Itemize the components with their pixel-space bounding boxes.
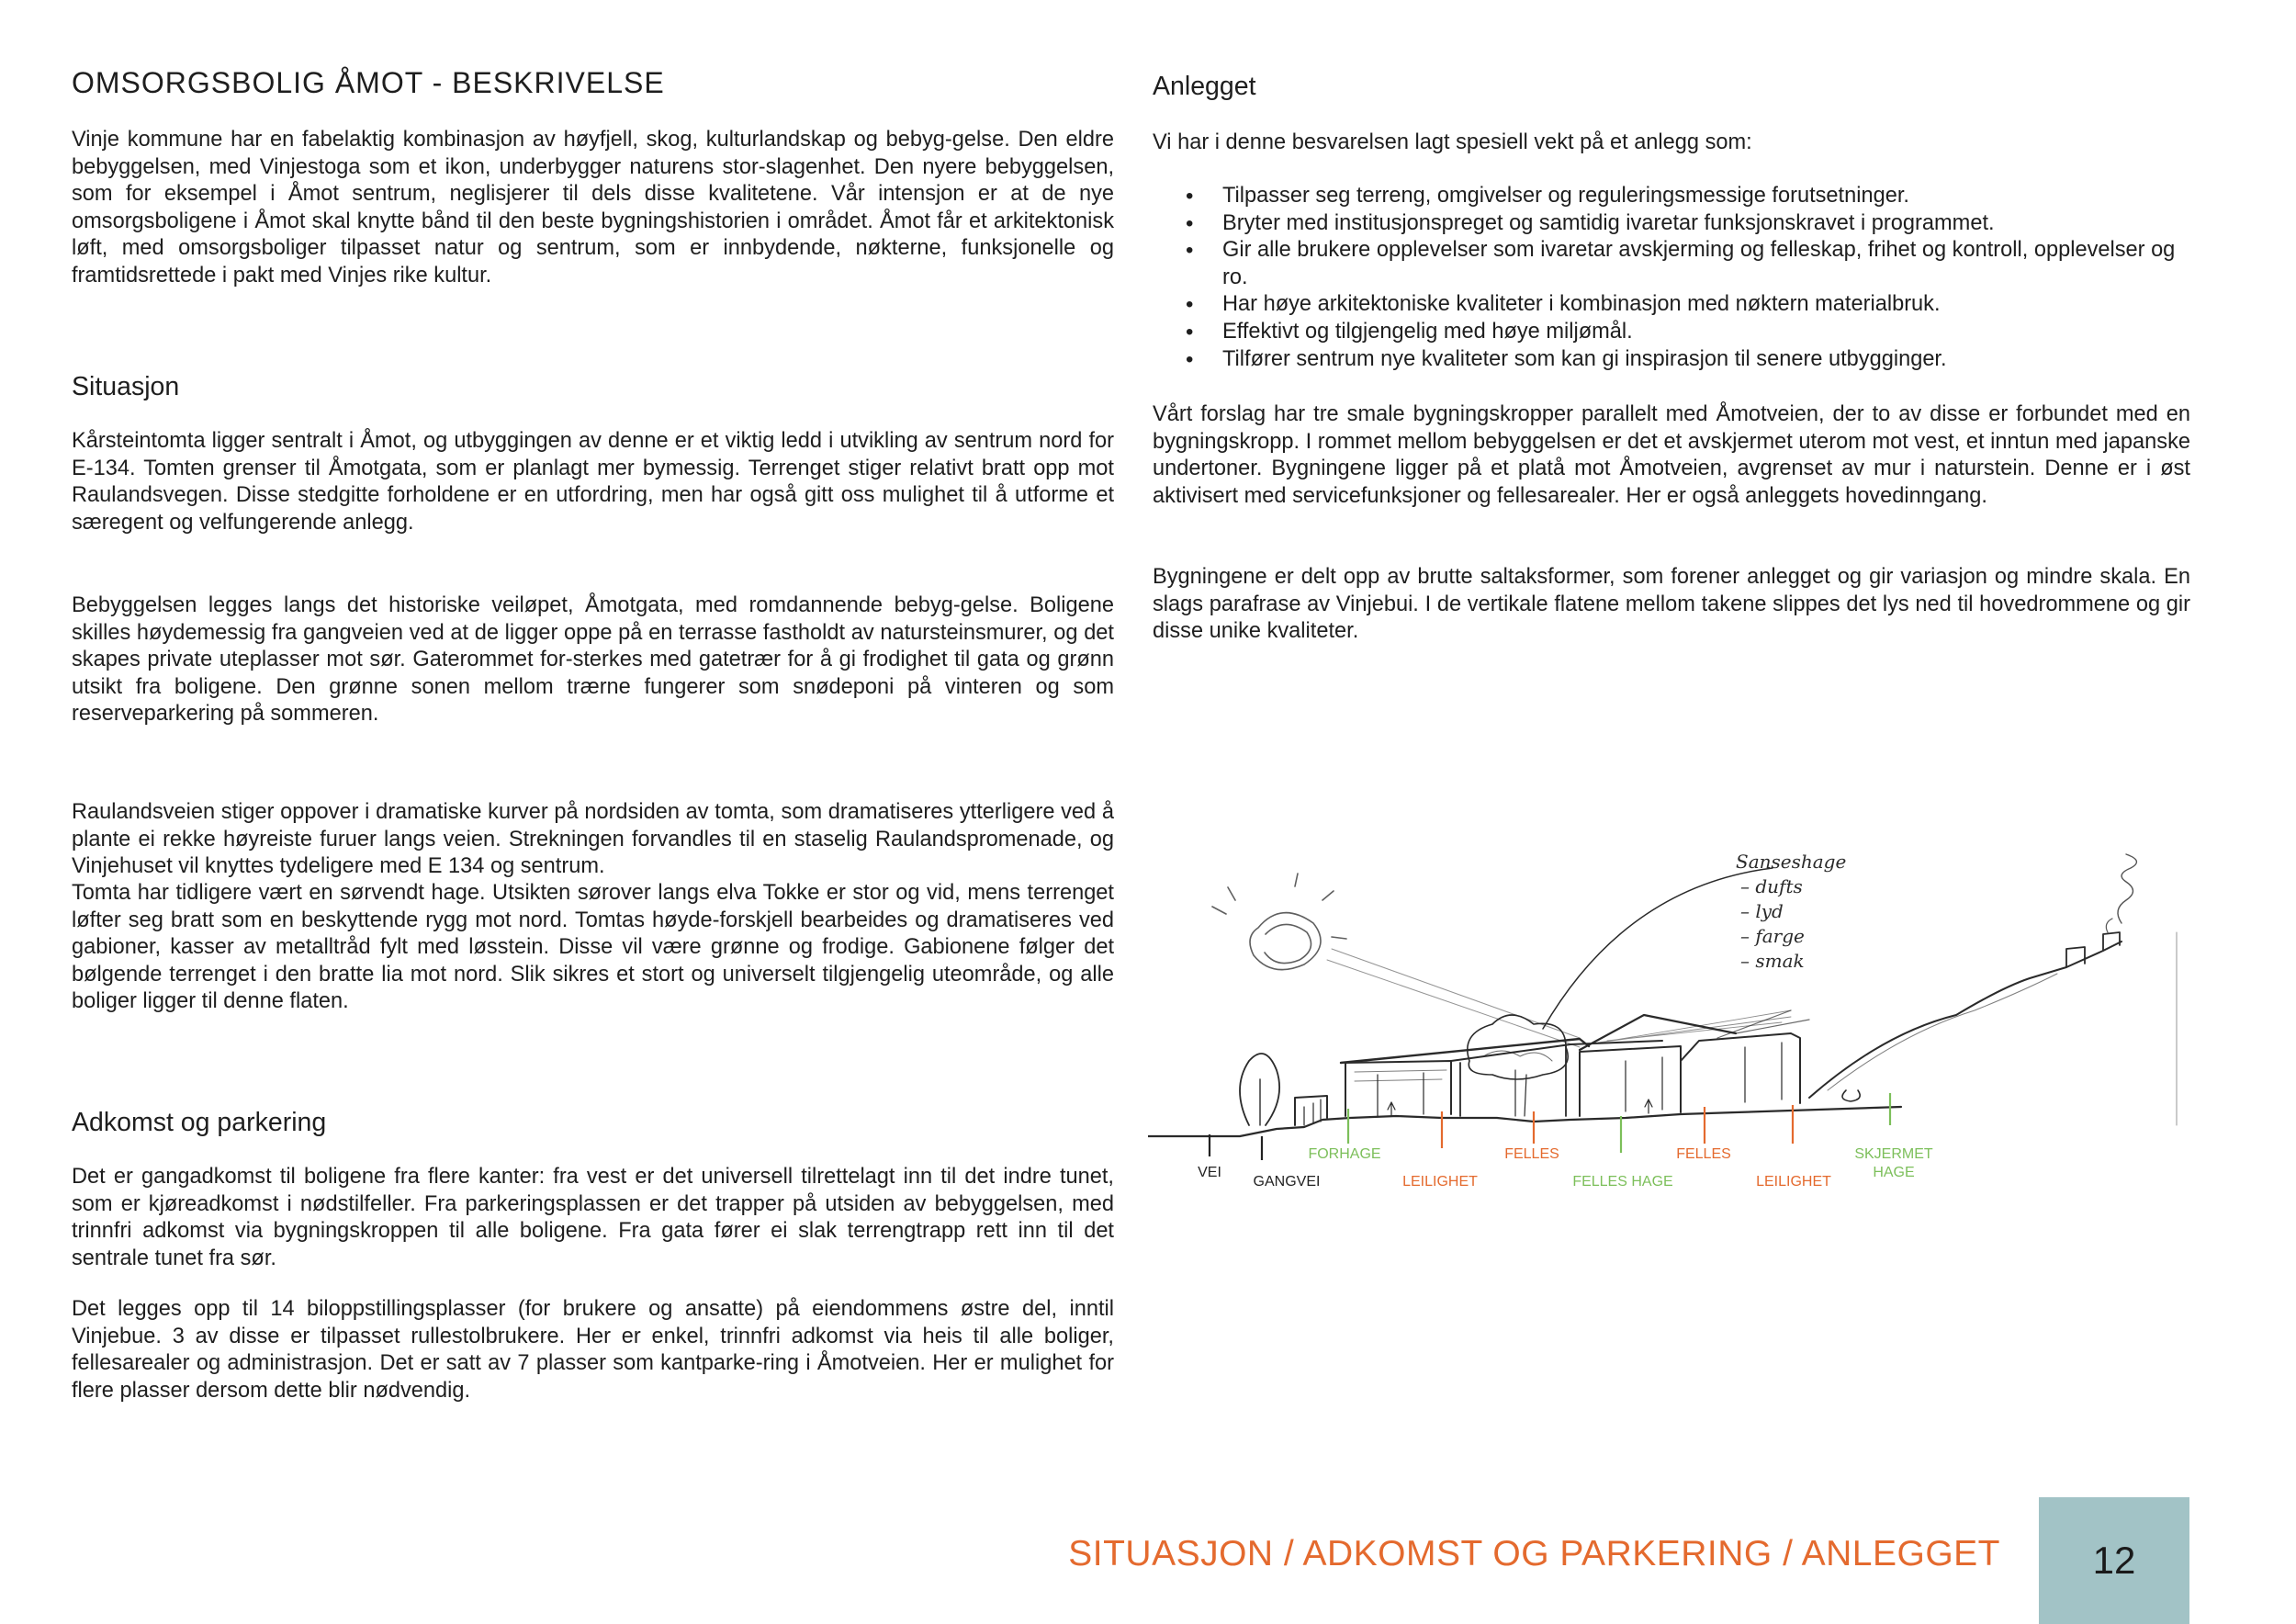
page-number: 12 (2092, 1539, 2136, 1582)
document-title: OMSORGSBOLIG ÅMOT - BESKRIVELSE (72, 66, 665, 99)
zone-label-gangvei: GANGVEI (1253, 1174, 1321, 1190)
anlegget-heading: Anlegget (1153, 72, 1256, 101)
bullet-item: • Effektivt og tilgjengelig med høye miljømål. (1153, 319, 2190, 346)
situasjon-paragraph-3: Raulandsveien stiger oppover i dramatiske kurver på nordsiden av tomta, som dramatiseres ytterligere ved å plante ei rekke høyreiste furuer langs veien. Strekningen forvandles til en staselig Raulandspromenade, og Vinjehuset vil knyttes tydeligere med E 134 og sentrum. (72, 800, 1114, 879)
sketch-note: – farge (1740, 925, 1805, 947)
anlegget-paragraph-1: Vårt forslag har tre smale bygningskropper parallelt med Åmotveien, der to av disse er forbundet med en bygningskropp. I rommet mellom bebyggelsen er det et avskjermet uterom mot vest, et inntun med japanske undertoner. Bygningene ligger på et platå mot Åmotveien, avgrenset av mur i naturstein. Denne er i øst aktivisert med servicefunksjoner og fellesarealer. Her er også anleggets hovedinngang. (1153, 402, 2190, 508)
adkomst-paragraph-2: Det legges opp til 14 biloppstillingsplasser (for brukere og ansatte) på eiendommens østre del, inntil Vinjebue. 3 av disse er tilpasset rullestolbrukere. Her er enkel, trinnfri adkomst via heis til alle boliger, fellesarealer og administrasjon. Det er satt av 7 plasser som kantparke-ring i Åmotveien. Her er mulighet for flere plasser dersom dette blir nødvendig. (72, 1297, 1114, 1403)
zone-label-felles: FELLES (1504, 1146, 1559, 1162)
situasjon-paragraph-2: Bebyggelsen legges langs det historiske veiløpet, Åmotgata, med romdannende bebyg-gelse. Boligene skilles høydemessig fra gangveien ved at de ligger oppe på en terrasse fastholdt av natursteinsmurer, og det skapes private uteplasser mot sør. Gaterommet for-sterkes med gatetrær for å gi frodighet til gata og grønn utsikt fra boligene. Den grønne sonen mellom trærne fungerer som snødeponi på vinteren og som reserveparkering på sommeren. (72, 593, 1114, 727)
section-footer-title: SITUASJON / ADKOMST OG PARKERING / ANLEGGET (1068, 1534, 2000, 1573)
zone-label-hage: HAGE (1873, 1165, 1915, 1180)
sun-sketch-icon (1212, 874, 1346, 970)
zone-label-leilighet: LEILIGHET (1756, 1174, 1831, 1190)
sketch-note: – lyd (1740, 900, 1784, 922)
anlegget-bullet-list (1153, 183, 2190, 373)
intro-paragraph: Vinje kommune har en fabelaktig kombinasjon av høyfjell, skog, kulturlandskap og bebyg-gelse. Den eldre bebyggelsen, med Vinjestoga som et ikon, underbygger naturens stor-slagenhet. Den nyere bebyggelsen, som for eksempel i Åmot sentrum, neglisjerer til dels disse kvalitetene. Vår intensjon er at de nye omsorgsboligene i Åmot skal knytte bånd til den beste bygningshistorien i området. Åmot får et arkitektonisk løft, med omsorgsboliger tilpasset natur og sentrum, som er innbydende, nøkterne, funksjonelle og framtidsrettede i pakt med Vinjes rike kultur. (72, 128, 1114, 288)
page-number-box (2039, 1497, 2189, 1624)
situasjon-paragraph-4: Tomta har tidligere vært en sørvendt hage. Utsikten sørover langs elva Tokke er stor og vid, mens terrenget løfter seg bratt som en beskyttende rygg mot nord. Tomtas høyde-forskjell bearbeides og dramatiseres ved gabioner, kasser av metalltråd fylt med løsstein. Disse vil være grønne og frodige. Gabionene følger det bølgende terrenget i den bratte lia mot nord. Slik sikres et stort og universelt tilgjengelig uteområde, og alle boliger ligger til denne flaten. (72, 881, 1114, 1014)
anlegget-intro: Vi har i denne besvarelsen lagt spesiell vekt på et anlegg som: (1153, 130, 1752, 154)
sketch-note: – dufts (1740, 875, 1803, 897)
situasjon-paragraph-1: Kårsteintomta ligger sentralt i Åmot, og utbyggingen av denne er et viktig ledd i utvikling av sentrum nord for E-134. Tomten grenser til Åmotgata, som er planlagt mer bymessig. Terrenget stiger relativt bratt opp mot Raulandsvegen. Disse stedgitte forholdene er en utfordring, men har også gitt oss mulighet til å utforme et særegent og velfungerende anlegg. (72, 429, 1114, 535)
zone-label-forhage: FORHAGE (1308, 1146, 1381, 1162)
zone-label-skjermet: SKJERMET (1854, 1146, 1933, 1162)
zone-label-vei: VEI (1198, 1165, 1221, 1180)
sketch-note: Sanseshage (1736, 851, 1847, 873)
situasjon-heading: Situasjon (72, 372, 180, 401)
section-sketch (1148, 850, 2195, 1217)
bullet-item: • Har høye arkitektoniske kvaliteter i kombinasjon med nøktern materialbruk. (1153, 291, 2190, 319)
bullet-item: • Tilfører sentrum nye kvaliteter som kan gi inspirasjon til senere utbygginger. (1153, 346, 2190, 374)
adkomst-paragraph-1: Det er gangadkomst til boligene fra flere kanter: fra vest er det universell tilrettelagt inn til det indre tunet, som er kjøreadkomst i nødstilfeller. Fra parkeringsplassen er det trapper på utsiden av bebyggelsen, med trinnfri adkomst via bygningskroppen til alle boligene. Fra gata fører ei slak terrengtrapp rett inn til det sentrale tunet fra sør. (72, 1165, 1114, 1270)
bullet-item: • Gir alle brukere opplevelser som ivaretar avskjerming og felleskap, frihet og kontroll, opplevelser og ro. (1153, 237, 2190, 291)
adkomst-heading: Adkomst og parkering (72, 1108, 327, 1137)
bullet-item: • Bryter med institusjonspreget og samtidig ivaretar funksjonskravet i programmet. (1153, 210, 2190, 238)
anlegget-paragraph-2: Bygningene er delt opp av brutte saltaksformer, som forener anlegget og gir variasjon og mindre skala. En slags parafrase av Vinjebui. I de vertikale flatene mellom takene slippes det lys ned til hovedrommene og gir disse unike kvaliteter. (1153, 565, 2190, 644)
zone-label-felles-hage: FELLES HAGE (1572, 1174, 1673, 1190)
zone-label-felles: FELLES (1676, 1146, 1731, 1162)
zone-label-leilighet: LEILIGHET (1402, 1174, 1478, 1190)
bullet-item: • Tilpasser seg terreng, omgivelser og reguleringsmessige forutsetninger. (1153, 183, 2190, 210)
sketch-note: – smak (1740, 950, 1805, 972)
